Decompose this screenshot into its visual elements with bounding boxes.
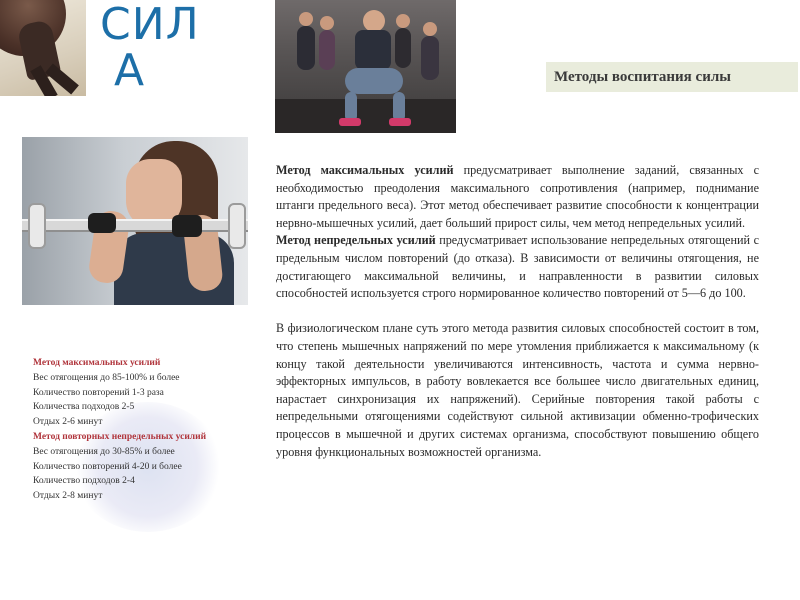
list-item: Количества подходов 2-5: [33, 402, 135, 413]
term-max-effort: Метод максимальных усилий: [276, 163, 454, 177]
list-header: Метод максимальных усилий: [33, 358, 161, 368]
list-item: Вес отягощения до 85-100% и более: [33, 372, 180, 383]
title-line-2: А: [114, 45, 146, 96]
methods-summary-list: [33, 356, 258, 504]
term-submax-effort: Метод непредельных усилий: [276, 233, 436, 248]
slide-title: [100, 0, 200, 96]
paragraph-max-effort-body: предусматривает выполнение заданий, связанных с необходимостью преодоления максимального сопротивления (например, поднимание штанги предельного веса). Этот метод обеспечивает развитие способности к концентрации нервно-мышечных усилий, дает больший прирост силы, чем метод непредельных усилий.: [276, 163, 759, 230]
paragraph-physiology: В физиологическом плане суть этого метода развития силовых способностей состоит в том, что степень мышечных напряжений по мере утомления приближается к максимальному (к концу такой деятельности увеличиваются интенсивность, частота и сумма нервно-эффекторных импульсов, в работу вовлекается все большее число двигательных единиц, нарастает синхронизация их напряжений). Серийные повторения такой работы с непредельными отягощениями содействуют сильной активизации обменно-трофических процессов в мышечной и других системах организма, способствуют повышению общего уровня функциональных возможностей организма.: [276, 321, 759, 459]
list-header: Метод повторных непредельных усилий: [33, 431, 207, 442]
strongman-image: [0, 0, 86, 96]
title-line-1: СИЛ: [100, 0, 200, 50]
list-item: Количество подходов 2-4: [33, 476, 135, 487]
section-heading: Методы воспитания силы: [546, 62, 798, 92]
paragraph-submax-effort: [276, 232, 759, 302]
squats-photo: [275, 0, 456, 133]
barbell-photo: [22, 137, 248, 305]
list-item: Вес отягощения до 30-85% и более: [33, 446, 175, 457]
list-item: Отдых 2-6 минут: [33, 417, 103, 428]
list-item: Отдых 2-8 минут: [33, 491, 103, 502]
list-item: Количество повторений 1-3 раза: [33, 387, 164, 398]
paragraph-submax-effort-body: предусматривает использование непредельных отягощений с предельным числом повторений (до отказа). В зависимости от величины отягощения, не достигающего максимальной величины, и направленности в развитии силовых способностей используется строго нормированное количество повторений от 5—6 до 100.: [276, 233, 759, 301]
paragraph-max-effort: [276, 162, 759, 232]
main-text: [276, 162, 759, 461]
list-item: Количество повторений 4-20 и более: [33, 461, 182, 472]
